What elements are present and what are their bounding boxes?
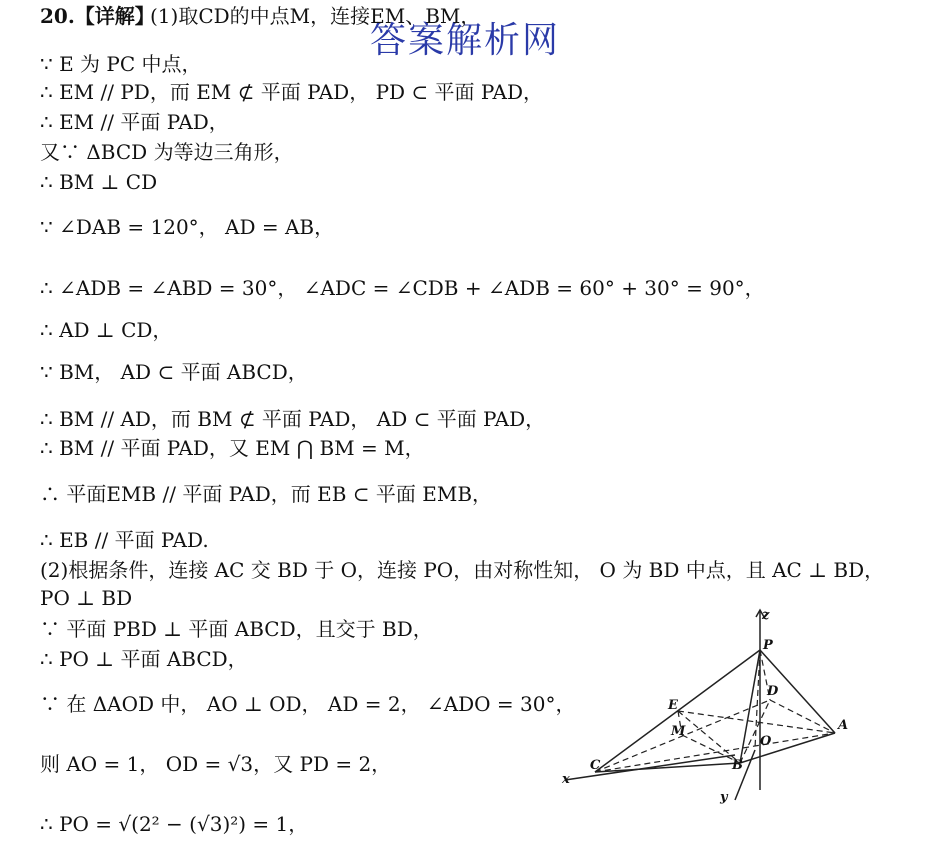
solution-line: ∵ 平面 PBD ⊥ 平面 ABCD，且交于 BD，	[40, 617, 433, 641]
solution-line: ∵ E 为 PC 中点，	[40, 52, 202, 76]
solution-line: ∴ EB // 平面 PAD.	[40, 528, 209, 552]
label-O: O	[760, 734, 772, 749]
label-A: A	[838, 718, 849, 733]
solution-line: ∴ AD ⊥ CD，	[40, 318, 173, 342]
label-C: C	[590, 758, 601, 773]
solution-line: (2)根据条件，连接 AC 交 BD 于 O，连接 PO，由对称性知， O 为 BD 中点，且 AC ⊥ BD，	[40, 558, 885, 582]
solution-line: (1)取CD的中点M，连接EM、BM，	[150, 4, 481, 28]
label-P: P	[763, 638, 773, 653]
solution-line: ∴ BM // 平面 PAD，又 EM ⋂ BM = M，	[40, 436, 425, 460]
label-M: M	[671, 724, 686, 739]
solution-line: ∴ 平面EMB // 平面 PAD，而 EB ⊂ 平面 EMB，	[40, 482, 493, 506]
solution-line: ∴ EM // PD，而 EM ⊄ 平面 PAD， PD ⊂ 平面 PAD，	[40, 80, 543, 104]
label-B: B	[732, 758, 743, 773]
solution-line: ∴ PO ⊥ 平面 ABCD，	[40, 647, 248, 671]
solution-line: ∵ 在 ΔAOD 中， AO ⊥ OD， AD = 2， ∠ADO = 30°，	[40, 692, 576, 716]
label-y: y	[720, 790, 728, 805]
solution-line: 则 AO = 1， OD = √3，又 PD = 2，	[40, 752, 392, 776]
edge-BD	[740, 700, 770, 763]
solution-heading: 20.【详解】	[40, 4, 155, 28]
solution-line: ∴ PO = √(2² − (√3)²) = 1，	[40, 812, 309, 836]
solution-line: 又∵ ΔBCD 为等边三角形，	[40, 140, 294, 164]
solution-line: PO ⊥ BD	[40, 586, 133, 610]
solution-line: ∴ ∠ADB = ∠ABD = 30°， ∠ADC = ∠CDB + ∠ADB = 60° + 30° = 90°，	[40, 276, 765, 300]
pyramid-figure	[550, 605, 870, 820]
edge-BA	[740, 733, 835, 763]
solution-line: ∵ ∠DAB = 120°， AD = AB，	[40, 215, 335, 239]
solution-line: ∴ BM ⊥ CD	[40, 170, 158, 194]
solution-line: ∴ EM // 平面 PAD，	[40, 110, 229, 134]
watermark: 答案解析网	[370, 20, 561, 61]
edge-AC	[595, 733, 835, 772]
label-E: E	[668, 698, 678, 713]
solution-line: ∵ BM， AD ⊂ 平面 ABCD，	[40, 360, 308, 384]
solution-line: ∴ BM // AD，而 BM ⊄ 平面 PAD， AD ⊂ 平面 PAD，	[40, 407, 546, 431]
label-D: D	[767, 684, 779, 699]
label-x: x	[562, 772, 570, 787]
label-z: z	[762, 608, 770, 623]
